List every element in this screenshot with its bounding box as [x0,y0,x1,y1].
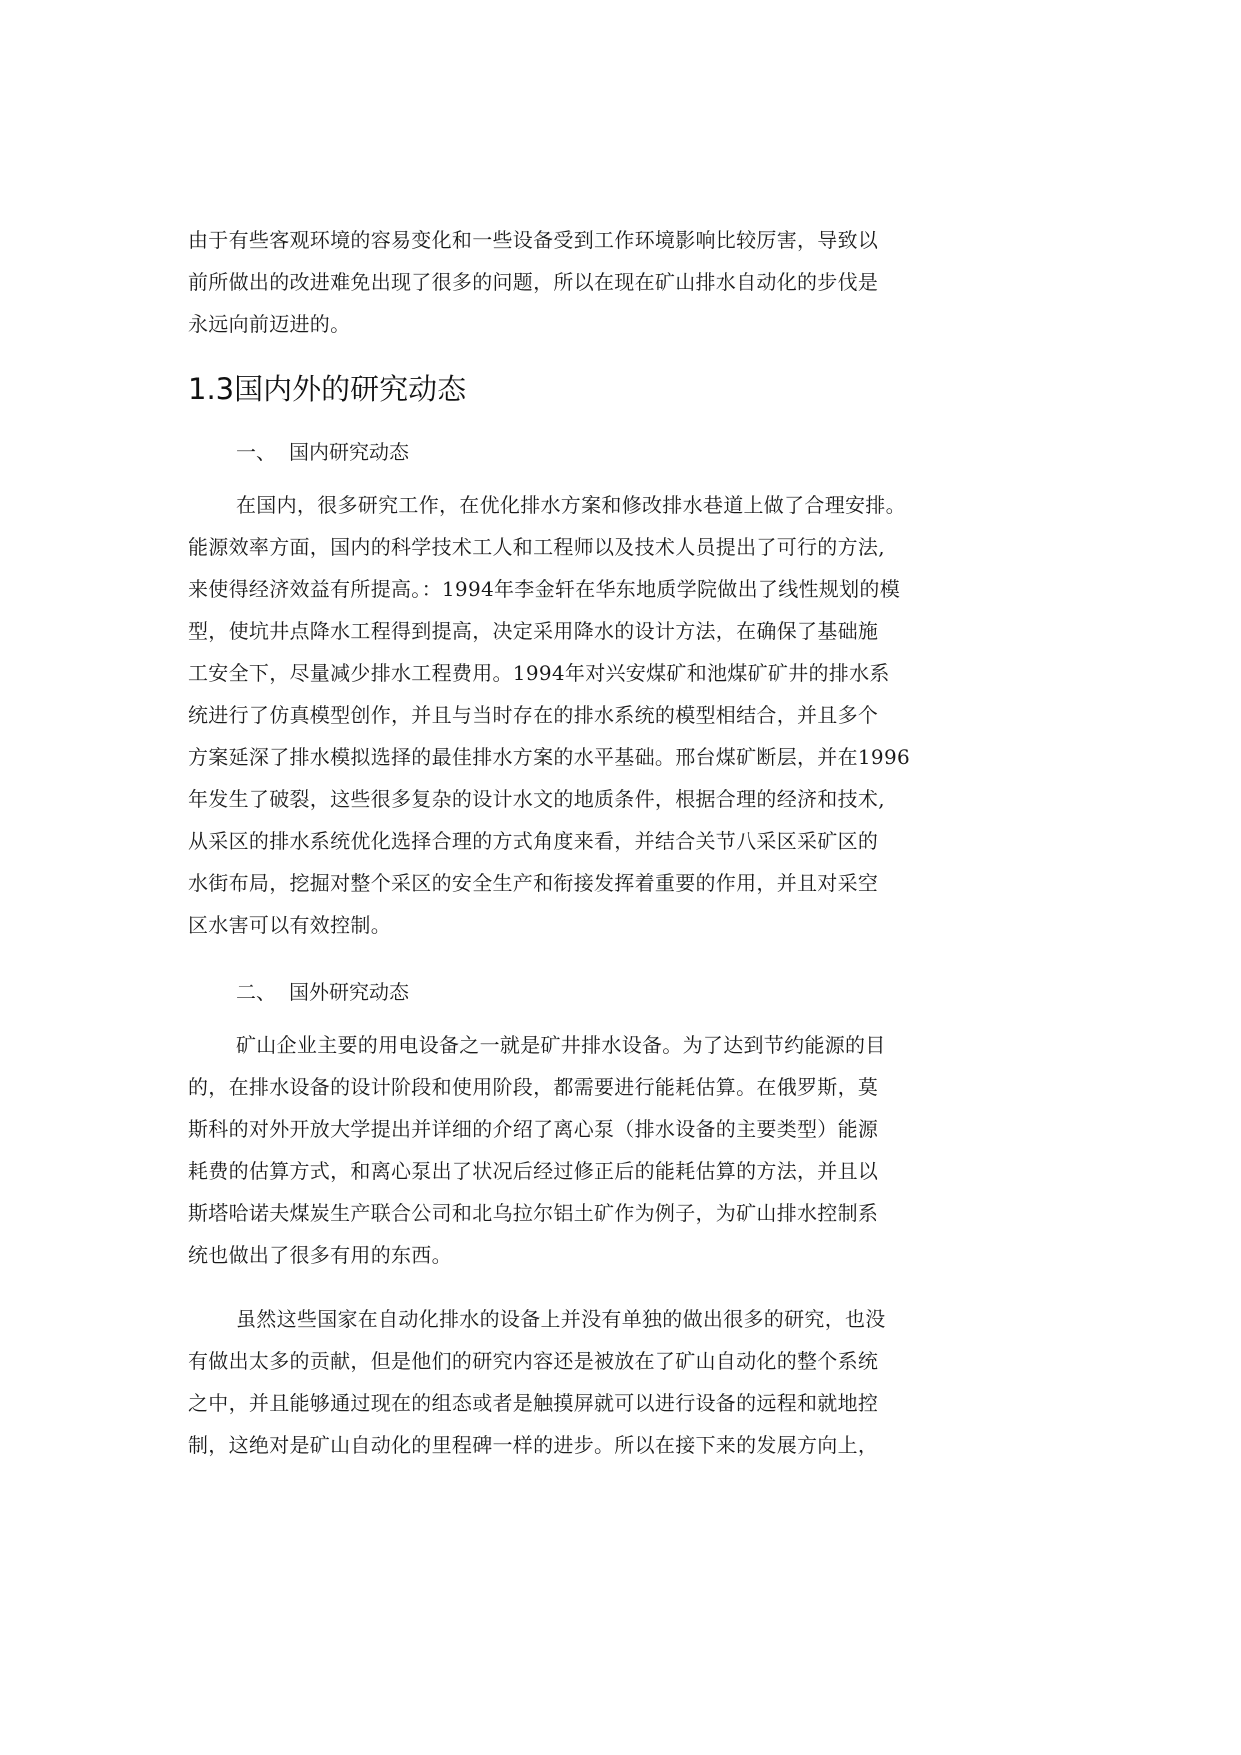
intro-line: 由于有些客观环境的容易变化和一些设备受到工作环境影响比较厉害，导致以 [188,228,879,252]
foreign-subheading-title: 国外研究动态 [289,980,409,1004]
foreign-line: 统也做出了很多有用的东西。 [188,1243,452,1267]
closing-line: 有做出太多的贡献，但是他们的研究内容还是被放在了矿山自动化的整个系统 [188,1349,879,1373]
domestic-line: 统进行了仿真模型创作，并且与当时存在的排水系统的模型相结合，并且多个 [188,703,879,727]
foreign-line: 斯科的对外开放大学提出并详细的介绍了离心泵（排水设备的主要类型）能源 [188,1117,879,1141]
intro-line: 前所做出的改进难免出现了很多的问题，所以在现在矿山排水自动化的步伐是 [188,270,879,294]
foreign-subheading-number: 二、 [236,980,276,1004]
section-heading: 1.3国内外的研究动态 [188,372,467,406]
foreign-line: 的，在排水设备的设计阶段和使用阶段，都需要进行能耗估算。在俄罗斯，莫 [188,1075,879,1099]
domestic-line: 水街布局，挖掘对整个采区的安全生产和衔接发挥着重要的作用，并且对采空 [188,871,879,895]
domestic-line: 型，使坑井点降水工程得到提高，决定采用降水的设计方法，在确保了基础施 [188,619,879,643]
intro-line: 永远向前迈进的。 [188,312,351,336]
foreign-line: 耗费的估算方式，和离心泵出了状况后经过修正后的能耗估算的方法，并且以 [188,1159,879,1183]
closing-line: 之中，并且能够通过现在的组态或者是触摸屏就可以进行设备的远程和就地控 [188,1391,879,1415]
domestic-subheading-title: 国内研究动态 [289,440,409,464]
domestic-line: 能源效率方面，国内的科学技术工人和工程师以及技术人员提出了可行的方法, [188,535,885,559]
domestic-line: 从采区的排水系统优化选择合理的方式角度来看，并结合关节八采区采矿区的 [188,829,879,853]
closing-line: 虽然这些国家在自动化排水的设备上并没有单独的做出很多的研究，也没 [236,1307,886,1331]
domestic-line: 来使得经济效益有所提高。：1994年李金轩在华东地质学院做出了线性规划的模 [188,577,900,601]
domestic-line: 工安全下，尽量减少排水工程费用。1994年对兴安煤矿和池煤矿矿井的排水系 [188,661,890,685]
closing-line: 制，这绝对是矿山自动化的里程碑一样的进步。所以在接下来的发展方向上， [188,1433,879,1457]
domestic-line: 区水害可以有效控制。 [188,913,391,937]
foreign-line: 斯塔哈诺夫煤炭生产联合公司和北乌拉尔铝土矿作为例子，为矿山排水控制系 [188,1201,879,1225]
domestic-line: 方案延深了排水模拟选择的最佳排水方案的水平基础。邢台煤矿断层，并在1996 [188,745,910,769]
domestic-subheading-number: 一、 [236,440,276,464]
foreign-line: 矿山企业主要的用电设备之一就是矿井排水设备。为了达到节约能源的目 [236,1033,886,1057]
domestic-line: 在国内，很多研究工作，在优化排水方案和修改排水巷道上做了合理安排。 [236,493,906,517]
domestic-line: 年发生了破裂，这些很多复杂的设计水文的地质条件，根据合理的经济和技术, [188,787,885,811]
